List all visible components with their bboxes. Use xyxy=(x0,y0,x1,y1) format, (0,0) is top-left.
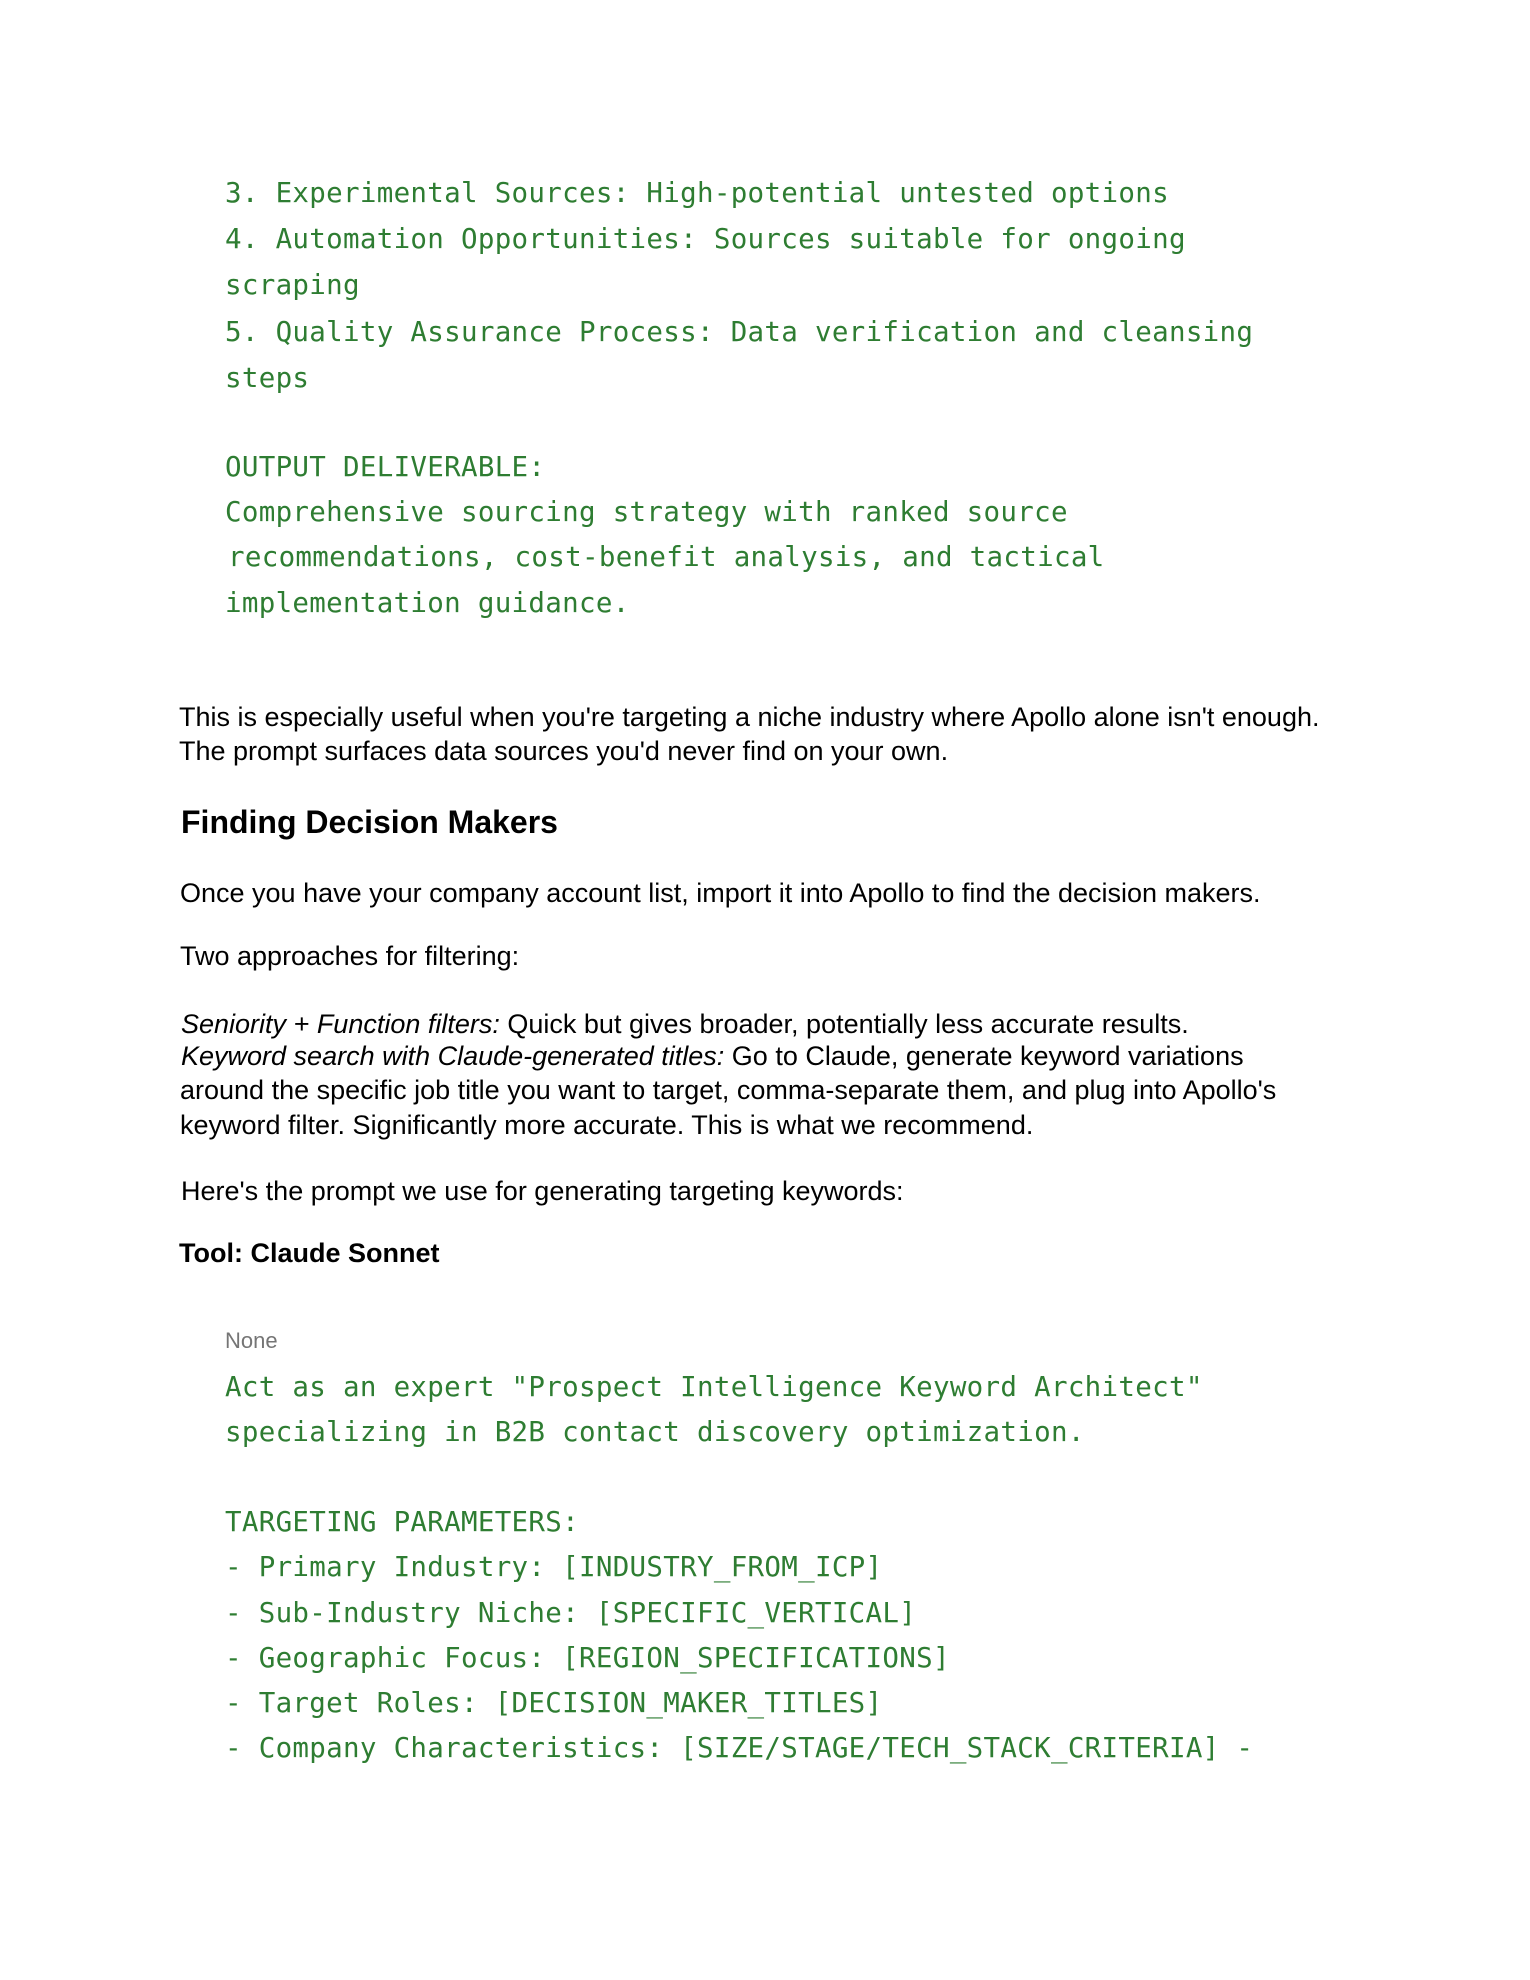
code-language-label: None xyxy=(225,1328,278,1353)
code-line: - Target Roles: [DECISION_MAKER_TITLES] xyxy=(225,1687,883,1719)
code-line: scraping xyxy=(225,269,360,301)
code-line: 5. Quality Assurance Process: Data verification and cleansing xyxy=(225,316,1254,348)
approach-1 xyxy=(181,1007,1189,1041)
approach-2-text: Go to Claude, generate keyword variations xyxy=(724,1041,1244,1071)
code-line: 3. Experimental Sources: High-potential untested options xyxy=(225,177,1169,209)
code-line: - Primary Industry: [INDUSTRY_FROM_ICP] xyxy=(225,1551,883,1583)
approach-2-label: Keyword search with Claude-generated titles: xyxy=(181,1041,725,1071)
code-line: TARGETING PARAMETERS: xyxy=(225,1506,579,1538)
approaches-intro: Two approaches for filtering: xyxy=(180,941,520,971)
paragraph-line: This is especially useful when you're targeting a niche industry where Apollo alone isn't enough. xyxy=(179,702,1320,732)
approach-2-continued: keyword filter. Significantly more accurate. This is what we recommend. xyxy=(180,1110,1034,1140)
code-line: - Company Characteristics: [SIZE/STAGE/TECH_STACK_CRITERIA] - xyxy=(225,1732,1254,1764)
code-line: specializing in B2B contact discovery optimization. xyxy=(225,1416,1085,1448)
approach-2 xyxy=(181,1039,1244,1073)
code-line: - Geographic Focus: [REGION_SPECIFICATIONS] xyxy=(225,1642,950,1674)
section-heading: Finding Decision Makers xyxy=(181,804,558,840)
approach-1-text: Quick but gives broader, potentially less accurate results. xyxy=(499,1009,1189,1039)
code-line: recommendations, cost-benefit analysis, and tactical xyxy=(228,541,1105,573)
code-line: implementation guidance. xyxy=(225,587,630,619)
code-line: Act as an expert "Prospect Intelligence Keyword Architect" xyxy=(225,1371,1203,1403)
approach-2-continued: around the specific job title you want to target, comma-separate them, and plug into Apollo's xyxy=(180,1075,1277,1105)
paragraph-intro: Once you have your company account list, import it into Apollo to find the decision makers. xyxy=(180,878,1261,908)
code-line: Comprehensive sourcing strategy with ranked source xyxy=(225,496,1068,528)
code-line: steps xyxy=(225,362,310,394)
tool-label: Tool: Claude Sonnet xyxy=(179,1238,440,1268)
approach-1-label: Seniority + Function filters: xyxy=(181,1009,500,1039)
code-line: - Sub-Industry Niche: [SPECIFIC_VERTICAL] xyxy=(225,1597,917,1629)
prompt-intro: Here's the prompt we use for generating targeting keywords: xyxy=(181,1176,904,1206)
code-line: 4. Automation Opportunities: Sources suitable for ongoing xyxy=(225,223,1186,255)
paragraph-line: The prompt surfaces data sources you'd never find on your own. xyxy=(179,736,949,766)
code-line: OUTPUT DELIVERABLE: xyxy=(225,451,546,483)
